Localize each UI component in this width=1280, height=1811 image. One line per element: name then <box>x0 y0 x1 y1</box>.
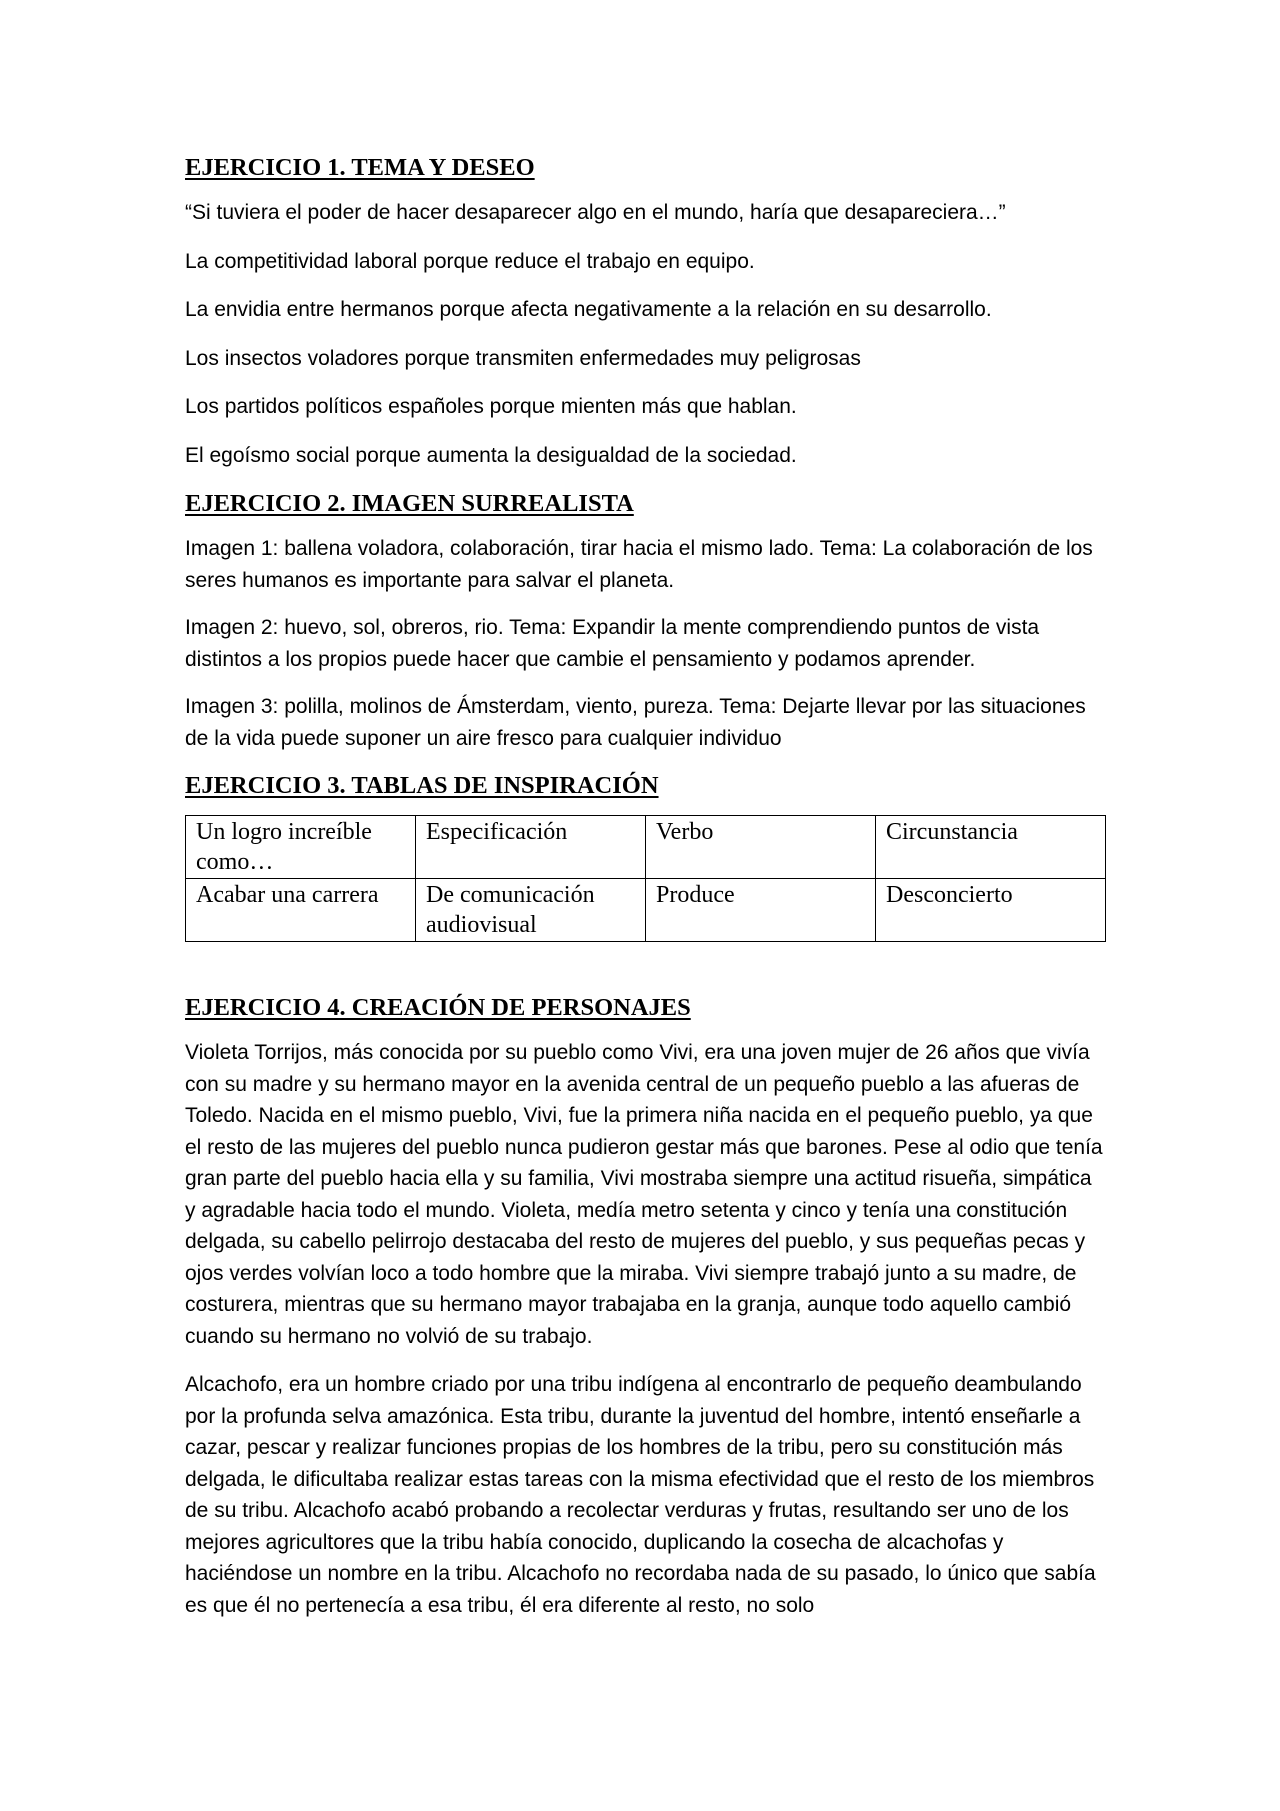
document-page <box>185 152 1105 1638</box>
character-paragraph: Violeta Torrijos, más conocida por su pueblo como Vivi, era una joven mujer de 26 años que vivía con su madre y su hermano mayor en la avenida central de un pequeño pueblo a las afueras de Toledo. Nacida en el mismo pueblo, Vivi, fue la primera niña nacida en el pequeño pueblo, ya que el resto de las mujeres del pueblo nunca pudieron gestar más que barones. Pese al odio que tenía gran parte del pueblo hacia ella y su familia, Vivi mostraba siempre una actitud risueña, simpática y agradable hacia todo el mundo. Violeta, medía metro setenta y cinco y tenía una constitución delgada, su cabello pelirrojo destacaba del resto de mujeres del pueblo, y sus pequeñas pecas y ojos verdes volvían loco a todo hombre que la miraba. Vivi siempre trabajó junto a su madre, de costurera, mientras que su hermano mayor trabajaba en la granja, aunque todo aquello cambió cuando su hermano no volvió de su trabajo. <box>185 1041 1103 1348</box>
table-cell: Un logro increíble como… <box>186 816 416 879</box>
table-cell: Especificación <box>416 816 646 879</box>
ej1-line: El egoísmo social porque aumenta la desigualdad de la sociedad. <box>185 443 797 467</box>
ej2-image-description: Imagen 1: ballena voladora, colaboración, tirar hacia el mismo lado. Tema: La colaboración de los seres humanos es importante para salvar el planeta. <box>185 537 1093 592</box>
table-cell: Acabar una carrera <box>186 879 416 942</box>
ej2-image-description: Imagen 2: huevo, sol, obreros, rio. Tema: Expandir la mente comprendiendo puntos de vista distintos a los propios puede hacer que cambie el pensamiento y podamos aprender. <box>185 616 1040 671</box>
table-cell: Produce <box>646 879 876 942</box>
table-cell: Circunstancia <box>876 816 1106 879</box>
ej1-line: “Si tuviera el poder de hacer desaparecer algo en el mundo, haría que desapareciera…” <box>185 201 1006 224</box>
table-cell: Verbo <box>646 816 876 879</box>
inspiration-table <box>185 815 1106 942</box>
ej2-image-description: Imagen 3: polilla, molinos de Ámsterdam, viento, pureza. Tema: Dejarte llevar por las situaciones de la vida puede suponer un aire fresco para cualquier individuo <box>185 695 1086 750</box>
ej1-line: La envidia entre hermanos porque afecta negativamente a la relación en su desarrollo. <box>185 298 992 321</box>
table-header-row <box>186 816 1106 879</box>
ej1-line: La competitividad laboral porque reduce el trabajo en equipo. <box>185 249 755 273</box>
table-cell: De comunicación audiovisual <box>416 879 646 942</box>
exercise-2-heading: EJERCICIO 2. IMAGEN SURREALISTA <box>185 490 634 517</box>
exercise-4-heading: EJERCICIO 4. CREACIÓN DE PERSONAJES <box>185 994 691 1021</box>
table-row <box>186 879 1106 942</box>
ej1-line: Los partidos políticos españoles porque mienten más que hablan. <box>185 395 797 418</box>
ej1-line: Los insectos voladores porque transmiten enfermedades muy peligrosas <box>185 346 861 370</box>
exercise-3-heading: EJERCICIO 3. TABLAS DE INSPIRACIÓN <box>185 772 659 799</box>
table-cell: Desconcierto <box>876 879 1106 942</box>
character-paragraph: Alcachofo, era un hombre criado por una tribu indígena al encontrarlo de pequeño deambulando por la profunda selva amazónica. Esta tribu, durante la juventud del hombre, intentó enseñarle a cazar, pescar y realizar funciones propias de los hombres de la tribu, pero su constitución más delgada, le dificultaba realizar estas tareas con la misma efectividad que el resto de los miembros de su tribu. Alcachofo acabó probando a recolectar verduras y frutas, resultando ser uno de los mejores agricultores que la tribu había conocido, duplicando la cosecha de alcachofas y haciéndose un nombre en la tribu. Alcachofo no recordaba nada de su pasado, lo único que sabía es que él no pertenecía a esa tribu, él era diferente al resto, no solo <box>185 1373 1096 1617</box>
exercise-1-heading: EJERCICIO 1. TEMA Y DESEO <box>185 154 535 181</box>
